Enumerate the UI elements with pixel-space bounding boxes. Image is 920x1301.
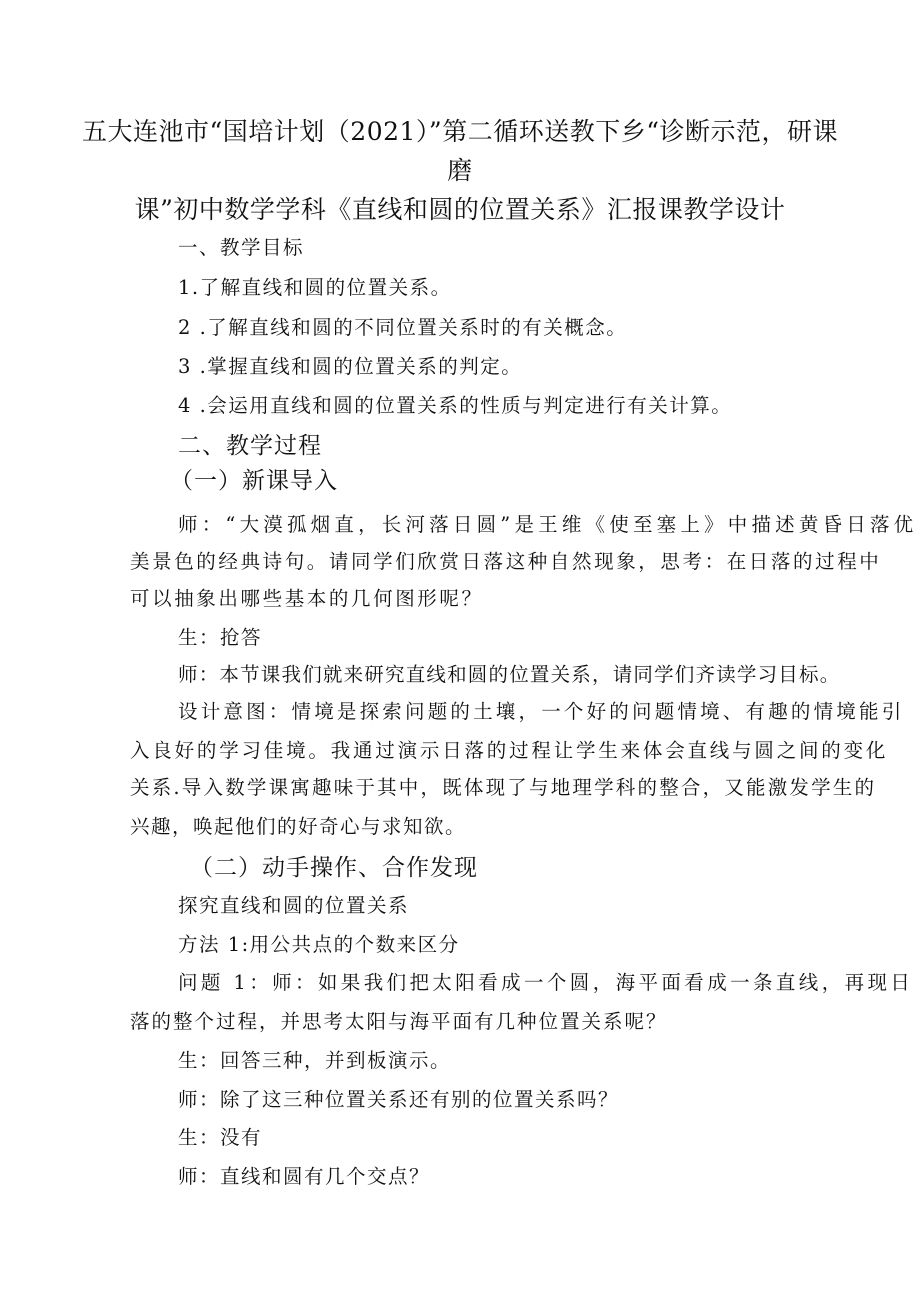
teacher-question-3: 师：直线和圆有几个交点？ — [178, 1165, 431, 1188]
teacher-intro-line-1: 师：“大漠孤烟直，长河落日圆”是王维《使至塞上》中描述黄昏日落优 — [178, 513, 918, 536]
method-1: 方法 1:用公共点的个数来区分 — [178, 933, 460, 956]
objective-item-2: 2 .了解直线和圆的不同位置关系时的有关概念。 — [178, 316, 628, 339]
question-1-line-2: 落的整个过程，并思考太阳与海平面有几种位置关系呢？ — [130, 1010, 668, 1033]
teacher-intro-line-2: 美景色的经典诗句。请同学们欣赏日落这种自然现象，思考：在日落的过程中 — [130, 550, 882, 573]
student-response-1: 生：回答三种，并到板演示。 — [178, 1049, 452, 1072]
document-title-line-2: 磨 — [447, 156, 473, 185]
section-heading-objectives: 一、教学目标 — [178, 236, 305, 259]
subsection-heading-intro: （一）新课导入 — [170, 468, 338, 494]
design-intent-line-3: 关系.导入数学课寓趣味于其中，既体现了与地理学科的整合，又能激发学生的 — [130, 776, 877, 799]
document-title-line-3: 课”初中数学学科《直线和圆的位置关系》汇报课教学设计 — [134, 195, 786, 224]
question-1-line-1: 问题 1：师：如果我们把太阳看成一个圆，海平面看成一条直线，再现日 — [178, 971, 914, 994]
objective-item-4: 4 .会运用直线和圆的位置关系的性质与判定进行有关计算。 — [178, 394, 733, 417]
objective-item-3: 3 .掌握直线和圆的位置关系的判定。 — [178, 355, 523, 378]
document-title-line-1: 五大连池市“国培计划（2021）”第二循环送教下乡“诊断示范，研课 — [82, 117, 838, 146]
section-heading-process: 二、教学过程 — [178, 433, 322, 459]
objective-item-1: 1.了解直线和圆的位置关系。 — [178, 276, 452, 299]
student-answer: 生：抢答 — [178, 626, 263, 649]
teacher-question-2: 师：除了这三种位置关系还有别的位置关系吗？ — [178, 1088, 620, 1111]
student-response-2: 生：没有 — [178, 1126, 263, 1149]
design-intent-line-4: 兴趣，唤起他们的好奇心与求知欲。 — [130, 815, 467, 838]
subsection-heading-explore: （二）动手操作、合作发现 — [190, 855, 478, 881]
teacher-intro-line-3: 可以抽象出哪些基本的几何图形呢？ — [130, 587, 484, 610]
explore-topic: 探究直线和圆的位置关系 — [178, 894, 410, 917]
teacher-goal: 师：本节课我们就来研究直线和圆的位置关系，请同学们齐读学习目标。 — [178, 663, 841, 686]
design-intent-line-2: 入良好的学习佳境。我通过演示日落的过程让学生来体会直线与圆之间的变化 — [130, 739, 889, 762]
design-intent-line-1: 设计意图：情境是探索问题的土壤，一个好的问题情境、有趣的情境能引 — [178, 700, 905, 723]
